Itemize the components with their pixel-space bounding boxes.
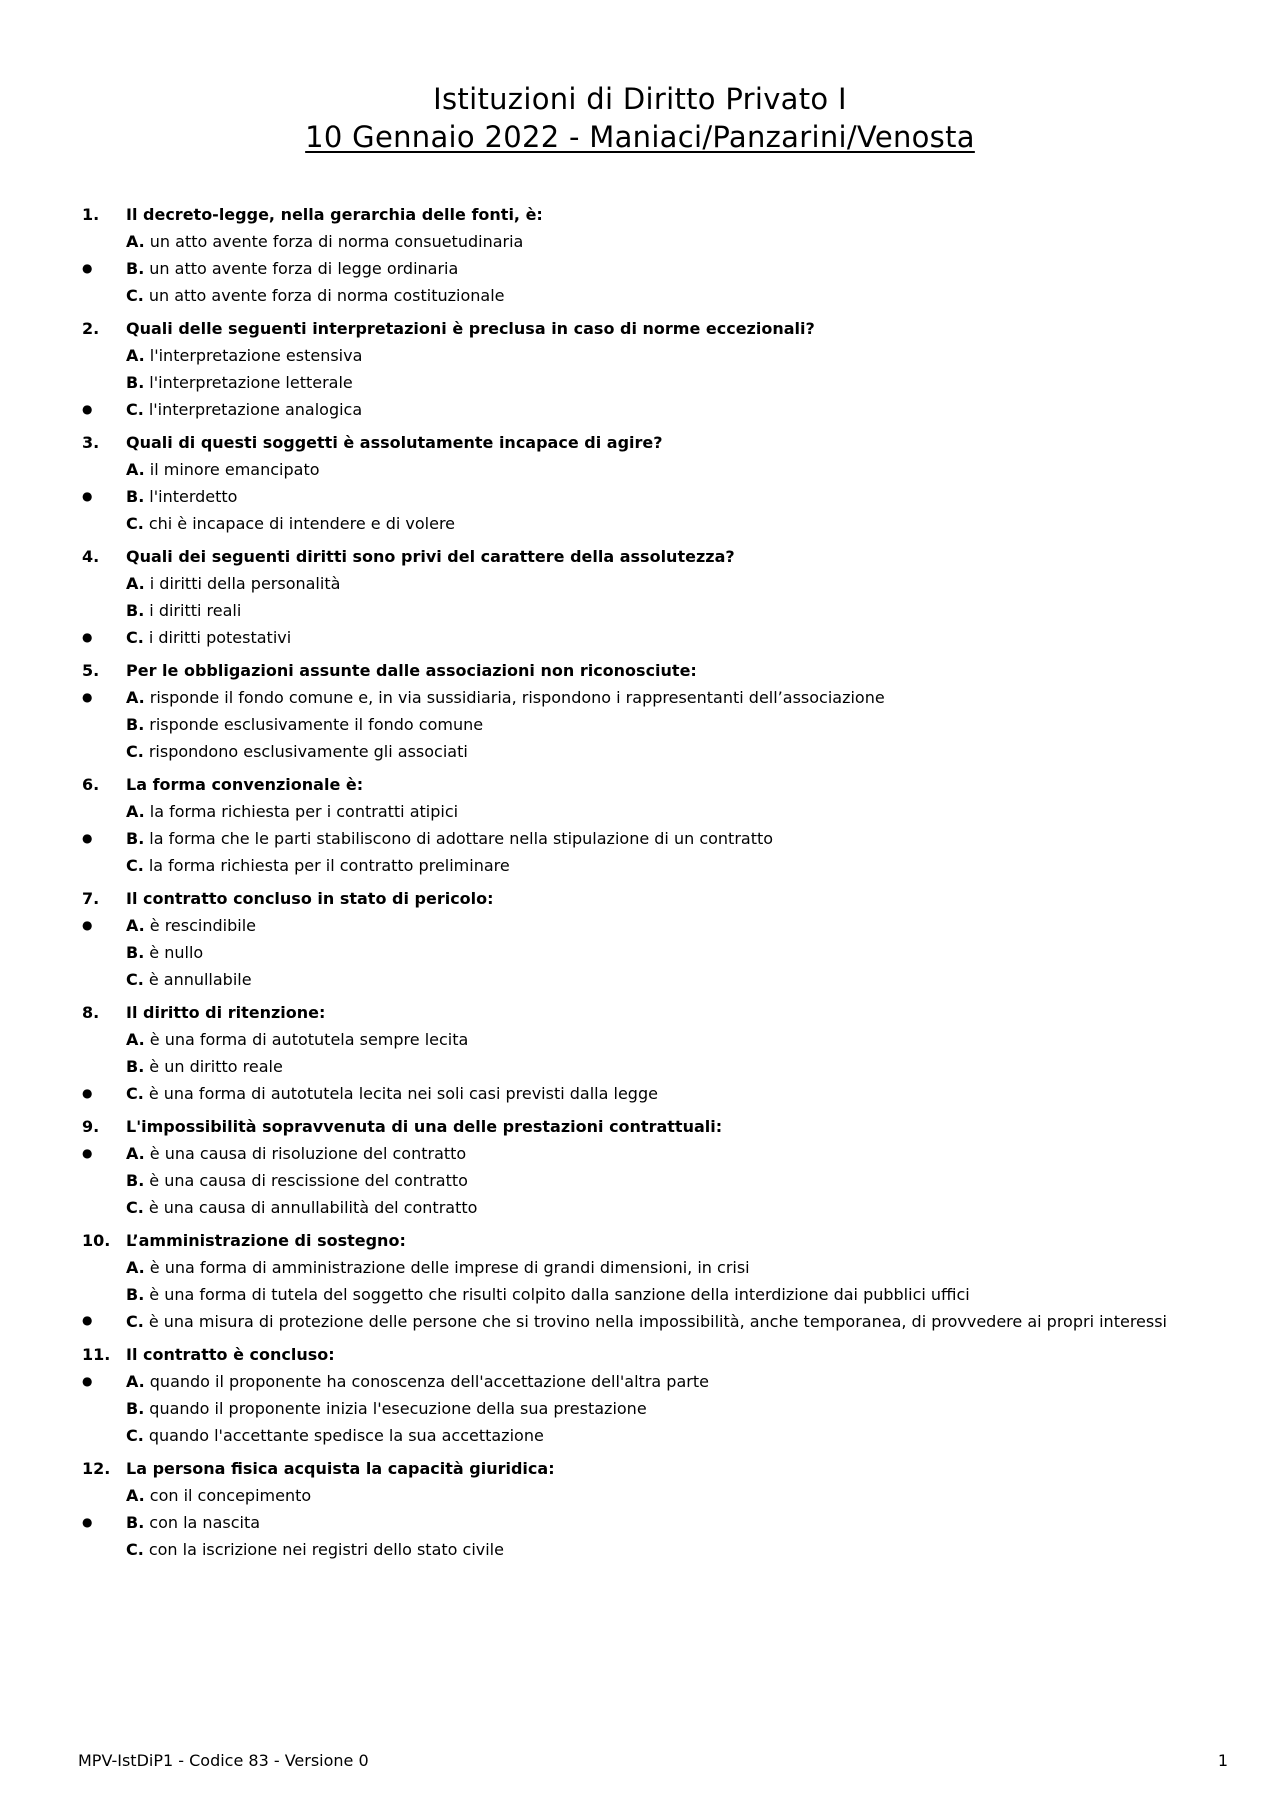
answer-body: [126, 825, 1202, 852]
question-header: [82, 429, 1202, 456]
answer-body: [126, 798, 1202, 825]
question-number: 9.: [82, 1117, 100, 1136]
question-number: 6.: [82, 775, 100, 794]
question-item: [82, 1113, 1202, 1221]
answer-letter: A.: [126, 1372, 145, 1391]
answer-letter: A.: [126, 916, 145, 935]
answer-body: [126, 1509, 1202, 1536]
answer-option: [82, 825, 1202, 852]
document-title: Istituzioni di Diritto Privato I: [433, 82, 847, 116]
answer-letter: C.: [126, 970, 144, 989]
answer-option: [82, 570, 1202, 597]
answer-option: [82, 852, 1202, 879]
answer-text: un atto avente forza di norma consuetudinaria: [149, 232, 524, 251]
answer-body: [126, 228, 1202, 255]
answer-body: [126, 369, 1202, 396]
answer-letter: B.: [126, 1513, 145, 1532]
question-item: [82, 885, 1202, 993]
answer-option: [82, 255, 1202, 282]
answer-body: [126, 1080, 1202, 1107]
answer-body: [126, 396, 1202, 423]
answer-body: [126, 1536, 1202, 1563]
answer-letter: A.: [126, 802, 145, 821]
answer-body: [126, 1167, 1202, 1194]
answer-letter: A.: [126, 232, 145, 251]
answer-option: [82, 1395, 1202, 1422]
answer-letter: C.: [126, 628, 144, 647]
answer-option: [82, 1254, 1202, 1281]
answer-letter: C.: [126, 286, 144, 305]
answer-option: [82, 228, 1202, 255]
question-header: [82, 201, 1202, 228]
answer-text: con la nascita: [149, 1513, 261, 1532]
answer-letter: B.: [126, 1171, 145, 1190]
answer-option: [82, 1026, 1202, 1053]
answer-option: [82, 456, 1202, 483]
answer-letter: C.: [126, 1084, 144, 1103]
answer-option: [82, 1368, 1202, 1395]
answer-body: [126, 1026, 1202, 1053]
answer-letter: C.: [126, 1198, 144, 1217]
answer-option: [82, 1167, 1202, 1194]
answer-option: [82, 1308, 1202, 1335]
answer-text: è una causa di risoluzione del contratto: [149, 1144, 467, 1163]
answer-letter: B.: [126, 1399, 145, 1418]
answer-text: i diritti della personalità: [149, 574, 341, 593]
answer-body: [126, 282, 1202, 309]
answer-letter: B.: [126, 829, 145, 848]
answer-text: l'interpretazione letterale: [149, 373, 353, 392]
answer-option: [82, 510, 1202, 537]
answer-text: rispondono esclusivamente gli associati: [148, 742, 468, 761]
answer-text: il minore emancipato: [149, 460, 320, 479]
question-text: Quali di questi soggetti è assolutamente incapace di agire?: [126, 433, 663, 452]
answer-option: [82, 1281, 1202, 1308]
answer-letter: C.: [126, 514, 144, 533]
answer-body: [126, 597, 1202, 624]
answer-body: [126, 1482, 1202, 1509]
answer-text: con la iscrizione nei registri dello stato civile: [148, 1540, 504, 1559]
answer-body: [126, 1395, 1202, 1422]
answer-text: la forma richiesta per il contratto preliminare: [148, 856, 510, 875]
answer-letter: A.: [126, 688, 145, 707]
answer-body: [126, 966, 1202, 993]
answer-text: quando il proponente inizia l'esecuzione della sua prestazione: [149, 1399, 647, 1418]
answer-body: [126, 624, 1202, 651]
answer-body: [126, 852, 1202, 879]
question-number: 2.: [82, 319, 100, 338]
answer-text: è una forma di autotutela lecita nei soli casi previsti dalla legge: [148, 1084, 658, 1103]
answer-text: quando il proponente ha conoscenza dell'accettazione dell'altra parte: [149, 1372, 709, 1391]
answer-letter: B.: [126, 943, 145, 962]
question-number: 12.: [82, 1459, 111, 1478]
answer-text: l'interpretazione estensiva: [149, 346, 363, 365]
answer-body: [126, 456, 1202, 483]
answer-option: [82, 711, 1202, 738]
question-item: [82, 1455, 1202, 1563]
question-number: 8.: [82, 1003, 100, 1022]
answer-letter: C.: [126, 1426, 144, 1445]
question-text: L’amministrazione di sostegno:: [126, 1231, 406, 1250]
question-text: Il contratto concluso in stato di pericolo:: [126, 889, 494, 908]
answer-body: [126, 711, 1202, 738]
answer-option: [82, 597, 1202, 624]
answer-text: un atto avente forza di norma costituzionale: [148, 286, 505, 305]
answer-text: l'interdetto: [149, 487, 238, 506]
answer-text: l'interpretazione analogica: [148, 400, 363, 419]
answer-option: [82, 1053, 1202, 1080]
answer-text: è annullabile: [148, 970, 252, 989]
question-header: [82, 885, 1202, 912]
answer-text: è una forma di amministrazione delle imprese di grandi dimensioni, in crisi: [149, 1258, 750, 1277]
answer-text: chi è incapace di intendere e di volere: [148, 514, 456, 533]
question-item: [82, 543, 1202, 651]
answer-option: [82, 939, 1202, 966]
answer-option: [82, 1080, 1202, 1107]
answer-option: [82, 396, 1202, 423]
answer-text: è un diritto reale: [149, 1057, 283, 1076]
answer-body: [126, 1312, 1202, 1332]
answer-body: [126, 912, 1202, 939]
answer-option: [82, 1509, 1202, 1536]
answer-text: è nullo: [149, 943, 204, 962]
answer-letter: B.: [126, 715, 145, 734]
answer-option: [82, 1422, 1202, 1449]
answer-body: [126, 1281, 1202, 1308]
answer-text: risponde esclusivamente il fondo comune: [149, 715, 484, 734]
question-text: La persona fisica acquista la capacità giuridica:: [126, 1459, 555, 1478]
answer-option: [82, 738, 1202, 765]
question-header: [82, 771, 1202, 798]
correct-answer-bullet-icon: ●: [82, 489, 93, 503]
page-header: [0, 80, 1280, 156]
answer-option: [82, 282, 1202, 309]
answer-text: quando l'accettante spedisce la sua accettazione: [148, 1426, 544, 1445]
answer-body: [126, 1254, 1202, 1281]
correct-answer-bullet-icon: ●: [82, 690, 93, 704]
answer-option: [82, 1194, 1202, 1221]
answer-text: è rescindibile: [149, 916, 256, 935]
question-number: 3.: [82, 433, 100, 452]
question-text: Quali dei seguenti diritti sono privi del carattere della assolutezza?: [126, 547, 735, 566]
answer-option: [82, 798, 1202, 825]
question-text: La forma convenzionale è:: [126, 775, 364, 794]
correct-answer-bullet-icon: ●: [82, 1313, 93, 1327]
answer-text: la forma richiesta per i contratti atipici: [149, 802, 459, 821]
answer-text: è una forma di autotutela sempre lecita: [149, 1030, 469, 1049]
answer-letter: C.: [126, 856, 144, 875]
correct-answer-bullet-icon: ●: [82, 1086, 93, 1100]
question-number: 10.: [82, 1231, 111, 1250]
question-text: Quali delle seguenti interpretazioni è preclusa in caso di norme eccezionali?: [126, 319, 815, 338]
question-number: 11.: [82, 1345, 111, 1364]
answer-option: [82, 912, 1202, 939]
answer-body: [126, 1053, 1202, 1080]
answer-body: [126, 1368, 1202, 1395]
question-item: [82, 999, 1202, 1107]
footer-document-code: MPV-IstDiP1 - Codice 83 - Versione 0: [78, 1751, 369, 1770]
answer-body: [126, 939, 1202, 966]
question-header: [82, 1113, 1202, 1140]
answer-letter: B.: [126, 259, 145, 278]
correct-answer-bullet-icon: ●: [82, 261, 93, 275]
correct-answer-bullet-icon: ●: [82, 630, 93, 644]
question-item: [82, 657, 1202, 765]
answer-letter: C.: [126, 1312, 144, 1331]
answer-option: [82, 684, 1202, 711]
answer-option: [82, 1140, 1202, 1167]
answer-text: la forma che le parti stabiliscono di adottare nella stipulazione di un contratto: [149, 829, 774, 848]
question-header: [82, 1341, 1202, 1368]
answer-option: [82, 369, 1202, 396]
answer-text: un atto avente forza di legge ordinaria: [149, 259, 459, 278]
answer-letter: A.: [126, 460, 145, 479]
answer-text: con il concepimento: [149, 1486, 312, 1505]
question-header: [82, 543, 1202, 570]
correct-answer-bullet-icon: ●: [82, 918, 93, 932]
correct-answer-bullet-icon: ●: [82, 402, 93, 416]
answer-letter: A.: [126, 1486, 145, 1505]
answer-body: [126, 738, 1202, 765]
question-header: [82, 999, 1202, 1026]
answer-letter: B.: [126, 1057, 145, 1076]
answer-letter: B.: [126, 1285, 145, 1304]
answer-letter: A.: [126, 574, 145, 593]
question-item: [82, 315, 1202, 423]
answer-body: [126, 570, 1202, 597]
question-item: [82, 201, 1202, 309]
answer-body: [126, 483, 1202, 510]
question-list: [82, 201, 1202, 1569]
answer-option: [82, 342, 1202, 369]
answer-body: [126, 1140, 1202, 1167]
answer-option: [82, 1536, 1202, 1563]
correct-answer-bullet-icon: ●: [82, 1374, 93, 1388]
answer-body: [126, 1422, 1202, 1449]
answer-letter: C.: [126, 742, 144, 761]
answer-letter: B.: [126, 487, 145, 506]
answer-option: [82, 483, 1202, 510]
answer-letter: C.: [126, 400, 144, 419]
question-text: Il decreto-legge, nella gerarchia delle fonti, è:: [126, 205, 543, 224]
answer-letter: A.: [126, 346, 145, 365]
answer-option: [82, 966, 1202, 993]
answer-letter: B.: [126, 373, 145, 392]
question-item: [82, 1341, 1202, 1449]
answer-letter: A.: [126, 1030, 145, 1049]
question-number: 4.: [82, 547, 100, 566]
question-header: [82, 1455, 1202, 1482]
question-header: [82, 657, 1202, 684]
answer-text: è una causa di annullabilità del contratto: [148, 1198, 478, 1217]
answer-body: [126, 684, 1202, 711]
answer-text: è una forma di tutela del soggetto che risulti colpito dalla sanzione della interdizione dai pubblici uffici: [149, 1285, 970, 1304]
correct-answer-bullet-icon: ●: [82, 831, 93, 845]
answer-option: [82, 624, 1202, 651]
question-header: [82, 315, 1202, 342]
question-text: Il contratto è concluso:: [126, 1345, 335, 1364]
answer-text: risponde il fondo comune e, in via sussidiaria, rispondono i rappresentanti dell’associazione: [149, 688, 885, 707]
answer-option: [82, 1482, 1202, 1509]
question-number: 7.: [82, 889, 100, 908]
correct-answer-bullet-icon: ●: [82, 1515, 93, 1529]
question-text: Per le obbligazioni assunte dalle associazioni non riconosciute:: [126, 661, 697, 680]
answer-letter: C.: [126, 1540, 144, 1559]
question-text: Il diritto di ritenzione:: [126, 1003, 326, 1022]
answer-body: [126, 510, 1202, 537]
question-item: [82, 771, 1202, 879]
answer-text: i diritti reali: [149, 601, 242, 620]
question-number: 1.: [82, 205, 100, 224]
question-text: L'impossibilità sopravvenuta di una delle prestazioni contrattuali:: [126, 1117, 723, 1136]
answer-text: è una causa di rescissione del contratto: [149, 1171, 468, 1190]
question-header: [82, 1227, 1202, 1254]
answer-body: [126, 255, 1202, 282]
answer-body: [126, 342, 1202, 369]
answer-body: [126, 1194, 1202, 1221]
answer-letter: B.: [126, 601, 145, 620]
correct-answer-bullet-icon: ●: [82, 1146, 93, 1160]
answer-letter: A.: [126, 1144, 145, 1163]
question-item: [82, 1227, 1202, 1335]
answer-text: i diritti potestativi: [148, 628, 292, 647]
answer-letter: A.: [126, 1258, 145, 1277]
question-item: [82, 429, 1202, 537]
document-subtitle: 10 Gennaio 2022 - Maniaci/Panzarini/Venosta: [305, 120, 975, 154]
footer-page-number: 1: [1217, 1751, 1228, 1770]
answer-text: è una misura di protezione delle persone che si trovino nella impossibilità, anche temporanea, di provvedere ai propri interessi: [148, 1312, 1167, 1331]
question-number: 5.: [82, 661, 100, 680]
